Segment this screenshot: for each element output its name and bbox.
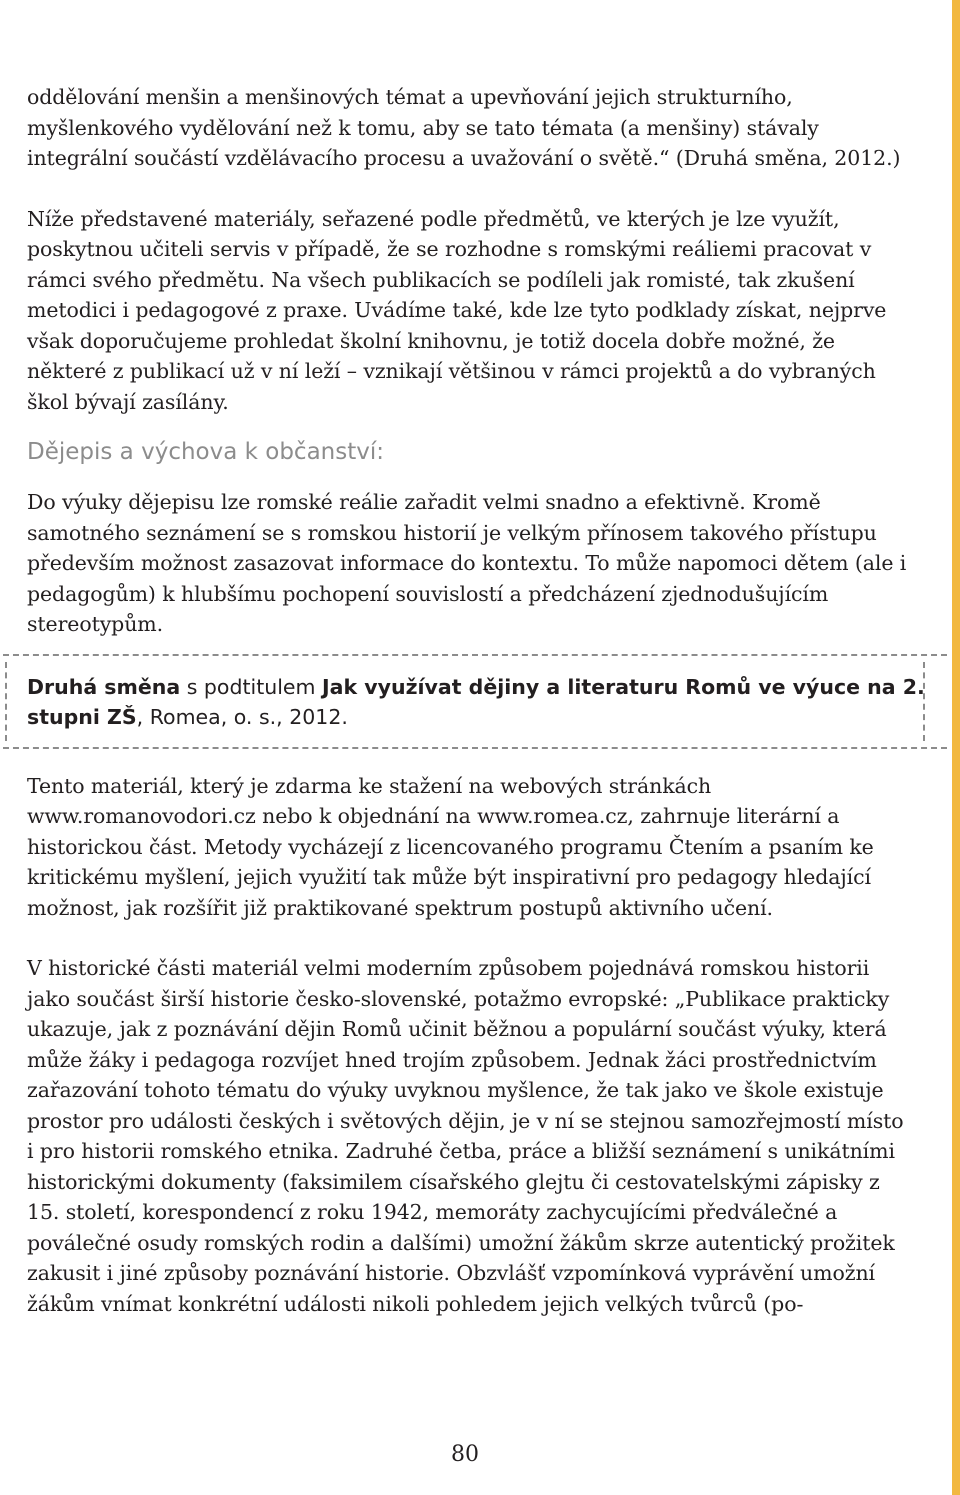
reference-connector: s podtitulem [180,674,323,699]
intro-paragraph: oddělování menšin a menšinových témat a upevňování jejich strukturního, myšlenkového vydělování než k tomu, aby se tato témata (a menšiny) stávaly integrální součástí vzdělávacího procesu a uvažování o světě.“ (Druhá směna, 2012.) [27,85,901,170]
reference-publisher: , Romea, o. s., 2012. [136,705,348,729]
reference-title: Druhá směna [27,674,181,699]
reference-subtitle: Jak využívat dějiny a literaturu Romů ve výuce na 2. stupni ZŠ [27,674,925,729]
page-content [27,82,925,1319]
side-accent-stripe [952,0,960,1495]
reference-box [3,654,947,749]
reference-text [27,672,947,733]
page-number: 80 [451,1442,479,1467]
materials-paragraph: Níže představené materiály, seřazené podle předmětů, ve kterých je lze využít, poskytnou učiteli servis v případě, že se rozhodne s romskými reáliemi pracovat v rámci svého předmětu. Na všech publikacích se podíleli jak romisté, tak zkušení metodici i pedagogové z praxe. Uvádíme také, kde lze tyto podklady získat, nejprve však doporučujeme prohledat školní knihovnu, je totiž docela dobře možné, že některé z publikací už v ní leží – vznikají většinou v rámci projektů a do vybraných škol bývají zasílány. [27,206,887,414]
download-paragraph: Tento materiál, který je zdarma ke stažení na webových stránkách www.romanovodori.cz nebo k objednání na www.romea.cz, zahrnuje literární a historickou část. Metody vycházejí z licencovaného programu Čtením a psaním ke kritickému myšlení, jejich využití tak může být inspirativní pro pedagogy hledající možnost, jak rozšířit již praktikované spektrum postupů aktivního učení. [27,773,874,920]
history-paragraph: V historické části materiál velmi moderním způsobem pojednává romskou historii jako součást širší historie česko-slovenské, potažmo evropské: „Publikace prakticky ukazuje, jak z poznávání dějin Romů učinit běžnou a populární součást výuky, která může žáky i pedagoga rozvíjet hned trojím způsobem. Jednak žáci prostřednictvím zařazování tohoto tématu do výuky uvyknou myšlence, že tak jako ve škole existuje prostor pro události českých i světových dějin, je v ní se stejnou samozřejmostí místo i pro historii romského etnika. Zadruhé četba, práce a bližší seznámení s unikátními historickými dokumenty (faksimilem císařského glejtu či cestovatelskými zápisky z 15. století, korespondencí z roku 1942, memoráty zachycujícími předválečné a poválečné osudy romských rodin a dalšími) umožní žákům skrze autentický prožitek zakusit i jiné způsoby poznávání historie. Obzvlášť vzpomínková vyprávění umožní žákům vnímat konkrétní události nikoli pohledem jejich velkých tvůrců (po- [27,956,904,1316]
section-heading: Dějepis a výchova k občanství: [27,439,384,465]
section-paragraph: Do výuky dějepisu lze romské reálie zařadit velmi snadno a efektivně. Kromě samotného seznámení se s romskou historií je velkým přínosem takového přístupu především možnost zasazovat informace do kontextu. To může napomoci dětem (ale i pedagogům) k hlubšímu pochopení souvislostí a předcházení zjednodušujícím stereotypům. [27,490,907,636]
